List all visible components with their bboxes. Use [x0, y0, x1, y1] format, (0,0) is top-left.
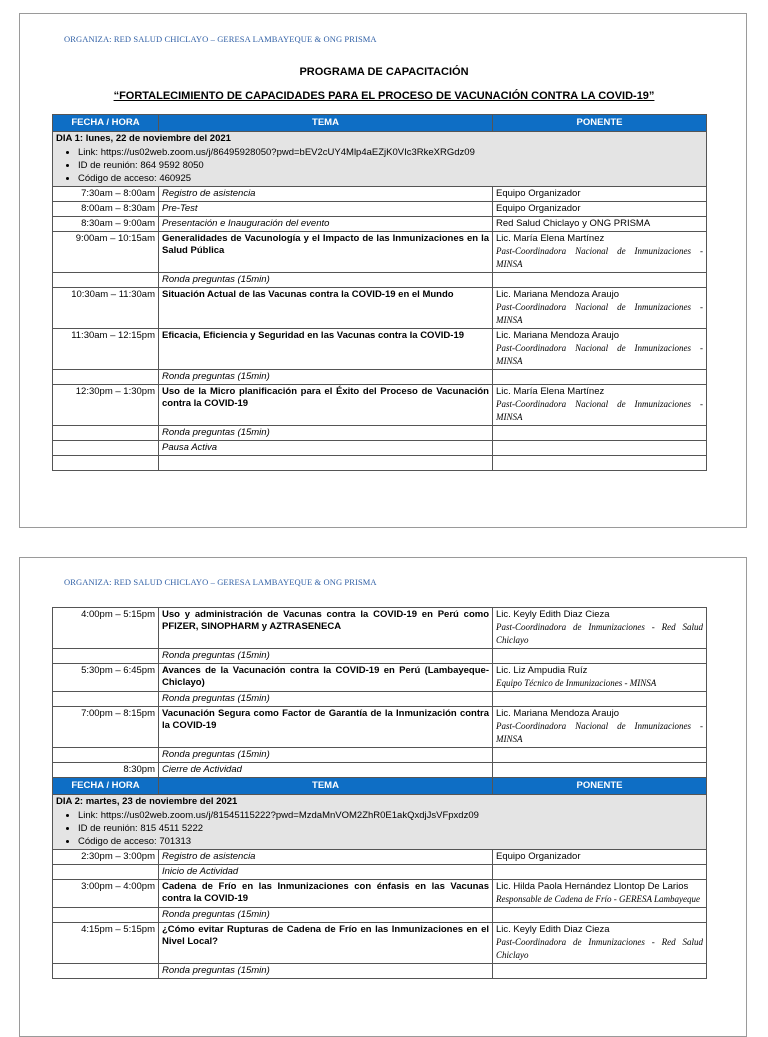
schedule-topic: Cierre de Actividad — [159, 763, 493, 778]
schedule-speaker-cell — [493, 273, 707, 288]
speaker-name: Red Salud Chiclayo y ONG PRISMA — [496, 218, 651, 229]
schedule-row — [53, 865, 707, 880]
schedule-topic: Inicio de Actividad — [159, 865, 493, 880]
schedule-speaker-cell — [493, 707, 707, 748]
schedule-speaker-cell — [493, 964, 707, 979]
schedule-topic: Registro de asistencia — [159, 187, 493, 202]
speaker-role: Past-Coordinadora Nacional de Inmunizaciones - MINSA — [496, 343, 703, 366]
schedule-time: 4:15pm – 5:15pm — [53, 923, 159, 964]
organizer-line: ORGANIZA: RED SALUD CHICLAYO – GERESA LAMBAYEQUE & ONG PRISMA — [64, 34, 377, 44]
column-header-tema: TEMA — [159, 115, 493, 132]
schedule-row — [53, 426, 707, 441]
schedule-time — [53, 426, 159, 441]
speaker-role: Past-Coordinadora Nacional de Inmunizaciones - MINSA — [496, 721, 703, 744]
schedule-time: 11:30am – 12:15pm — [53, 329, 159, 370]
schedule-time — [53, 692, 159, 707]
document-page-1 — [19, 13, 747, 528]
schedule-time — [53, 456, 159, 471]
schedule-topic: Eficacia, Eficiencia y Seguridad en las Vacunas contra la COVID-19 — [159, 329, 493, 370]
column-header-ponente: PONENTE — [493, 778, 707, 795]
schedule-row — [53, 456, 707, 471]
speaker-name: Equipo Organizador — [496, 188, 581, 199]
schedule-topic: Ronda preguntas (15min) — [159, 748, 493, 763]
schedule-speaker-cell — [493, 202, 707, 217]
day1-access-code: • Código de acceso: 460925 — [78, 172, 703, 185]
schedule-row — [53, 385, 707, 426]
schedule-time: 9:00am – 10:15am — [53, 232, 159, 273]
schedule-time: 2:30pm – 3:00pm — [53, 850, 159, 865]
schedule-speaker-cell — [493, 748, 707, 763]
schedule-time — [53, 273, 159, 288]
speaker-name: Lic. Hilda Paola Hernández Llontop De Larios — [496, 881, 689, 892]
speaker-role: Past-Coordinadora de Inmunizaciones - Red Salud Chiclayo — [496, 622, 703, 645]
schedule-time — [53, 865, 159, 880]
speaker-role: Equipo Técnico de Inmunizaciones - MINSA — [496, 678, 657, 688]
schedule-row — [53, 707, 707, 748]
schedule-row — [53, 217, 707, 232]
schedule-topic: Uso y administración de Vacunas contra la COVID-19 en Perú como PFIZER, SINOPHARM y AZTRASENECA — [159, 608, 493, 649]
schedule-time — [53, 441, 159, 456]
schedule-speaker-cell — [493, 426, 707, 441]
schedule-time: 4:00pm – 5:15pm — [53, 608, 159, 649]
schedule-speaker-cell — [493, 880, 707, 908]
day2-meeting-id: • ID de reunión: 815 4511 5222 — [78, 822, 703, 835]
day2-zoom-link[interactable]: • Link: https://us02web.zoom.us/j/81545115222?pwd=MzdaMnVOM2ZhR0E1akQxdjJsVFpxdz09 — [78, 809, 703, 822]
day1-meeting-id: • ID de reunión: 864 9592 8050 — [78, 159, 703, 172]
schedule-speaker-cell — [493, 329, 707, 370]
schedule-speaker-cell — [493, 649, 707, 664]
schedule-topic: Ronda preguntas (15min) — [159, 649, 493, 664]
column-header-tema: TEMA — [159, 778, 493, 795]
schedule-row — [53, 232, 707, 273]
speaker-name: Lic. María Elena Martínez — [496, 386, 605, 397]
schedule-topic: Cadena de Frío en las Inmunizaciones con énfasis en las Vacunas contra la COVID-19 — [159, 880, 493, 908]
schedule-topic: Situación Actual de las Vacunas contra la COVID-19 en el Mundo — [159, 288, 493, 329]
day1-title: DIA 1: lunes, 22 de noviembre del 2021 — [56, 133, 231, 144]
speaker-role: Responsable de Cadena de Frío - GERESA Lambayeque — [496, 894, 701, 904]
schedule-row — [53, 748, 707, 763]
schedule-row — [53, 923, 707, 964]
schedule-topic: Registro de asistencia — [159, 850, 493, 865]
schedule-topic: Generalidades de Vacunología y el Impacto de las Inmunizaciones en la Salud Pública — [159, 232, 493, 273]
speaker-role: Past-Coordinadora Nacional de Inmunizaciones - MINSA — [496, 399, 703, 422]
schedule-speaker-cell — [493, 232, 707, 273]
schedule-row — [53, 187, 707, 202]
speaker-name: Lic. Mariana Mendoza Araujo — [496, 708, 620, 719]
schedule-speaker-cell — [493, 865, 707, 880]
speaker-name: Lic. Mariana Mendoza Araujo — [496, 289, 620, 300]
schedule-time: 8:00am – 8:30am — [53, 202, 159, 217]
schedule-row — [53, 370, 707, 385]
schedule-row — [53, 273, 707, 288]
schedule-topic: Avances de la Vacunación contra la COVID-19 en Perú (Lambayeque-Chiclayo) — [159, 664, 493, 692]
organizer-line: ORGANIZA: RED SALUD CHICLAYO – GERESA LAMBAYEQUE & ONG PRISMA — [64, 577, 377, 587]
day2-info-row — [53, 795, 707, 850]
schedule-time: 8:30am – 9:00am — [53, 217, 159, 232]
schedule-speaker-cell — [493, 850, 707, 865]
schedule-time: 5:30pm – 6:45pm — [53, 664, 159, 692]
speaker-role: Past-Coordinadora Nacional de Inmunizaciones - MINSA — [496, 302, 703, 325]
speaker-name: Lic. Liz Ampudia Ruíz — [496, 665, 588, 676]
schedule-topic: Vacunación Segura como Factor de Garantía de la Inmunización contra la COVID-19 — [159, 707, 493, 748]
schedule-row — [53, 202, 707, 217]
schedule-row — [53, 608, 707, 649]
schedule-row — [53, 763, 707, 778]
speaker-name: Lic. María Elena Martínez — [496, 233, 605, 244]
schedule-topic: Ronda preguntas (15min) — [159, 370, 493, 385]
schedule-speaker-cell — [493, 370, 707, 385]
schedule-topic: Ronda preguntas (15min) — [159, 692, 493, 707]
schedule-speaker-cell — [493, 664, 707, 692]
schedule-speaker-cell — [493, 385, 707, 426]
schedule-time: 3:00pm – 4:00pm — [53, 880, 159, 908]
schedule-time: 8:30pm — [53, 763, 159, 778]
speaker-role: Past-Coordinadora Nacional de Inmunizaciones - MINSA — [496, 246, 703, 269]
schedule-row — [53, 850, 707, 865]
speaker-name: Lic. Keyly Edith Diaz Cieza — [496, 609, 610, 620]
table-header-row — [53, 115, 707, 132]
schedule-speaker-cell — [493, 908, 707, 923]
column-header-fecha: FECHA / HORA — [53, 778, 159, 795]
speaker-name: Lic. Keyly Edith Diaz Cieza — [496, 924, 610, 935]
schedule-time — [53, 748, 159, 763]
schedule-topic: ¿Cómo evitar Rupturas de Cadena de Frío en las Inmunizaciones en el Nivel Local? — [159, 923, 493, 964]
schedule-row — [53, 329, 707, 370]
schedule-speaker-cell — [493, 923, 707, 964]
schedule-speaker-cell — [493, 441, 707, 456]
day1-details — [56, 146, 703, 185]
schedule-topic: Pre-Test — [159, 202, 493, 217]
schedule-row — [53, 649, 707, 664]
day1-info-row — [53, 132, 707, 187]
schedule-topic: Pausa Activa — [159, 441, 493, 456]
schedule-speaker-cell — [493, 692, 707, 707]
program-title: PROGRAMA DE CAPACITACIÓN — [299, 66, 469, 78]
schedule-speaker-cell — [493, 763, 707, 778]
schedule-row — [53, 692, 707, 707]
schedule-row — [53, 664, 707, 692]
schedule-row — [53, 908, 707, 923]
speaker-name: Lic. Mariana Mendoza Araujo — [496, 330, 620, 341]
day2-access-code: • Código de acceso: 701313 — [78, 835, 703, 848]
day2-title: DIA 2: martes, 23 de noviembre del 2021 — [56, 796, 238, 807]
schedule-time: 12:30pm – 1:30pm — [53, 385, 159, 426]
schedule-table-day2 — [52, 607, 707, 979]
schedule-speaker-cell — [493, 217, 707, 232]
schedule-time: 10:30am – 11:30am — [53, 288, 159, 329]
schedule-row — [53, 288, 707, 329]
schedule-row — [53, 964, 707, 979]
table-header-row — [53, 778, 707, 795]
schedule-time: 7:00pm – 8:15pm — [53, 707, 159, 748]
schedule-time — [53, 908, 159, 923]
schedule-speaker-cell — [493, 456, 707, 471]
schedule-table-day1 — [52, 114, 707, 471]
day2-details — [56, 809, 703, 848]
schedule-time — [53, 649, 159, 664]
schedule-topic: Ronda preguntas (15min) — [159, 273, 493, 288]
schedule-row — [53, 880, 707, 908]
schedule-topic: Presentación e Inauguración del evento — [159, 217, 493, 232]
schedule-speaker-cell — [493, 288, 707, 329]
schedule-topic: Ronda preguntas (15min) — [159, 426, 493, 441]
schedule-time — [53, 964, 159, 979]
schedule-topic: Ronda preguntas (15min) — [159, 908, 493, 923]
schedule-topic: Uso de la Micro planificación para el Éxito del Proceso de Vacunación contra la COVID-19 — [159, 385, 493, 426]
column-header-fecha: FECHA / HORA — [53, 115, 159, 132]
speaker-name: Equipo Organizador — [496, 851, 581, 862]
schedule-time — [53, 370, 159, 385]
speaker-name: Equipo Organizador — [496, 203, 581, 214]
program-subtitle: “FORTALECIMIENTO DE CAPACIDADES PARA EL PROCESO DE VACUNACIÓN CONTRA LA COVID-19” — [113, 90, 655, 102]
schedule-time: 7:30am – 8:00am — [53, 187, 159, 202]
document-page-2 — [19, 557, 747, 1037]
schedule-speaker-cell — [493, 608, 707, 649]
schedule-speaker-cell — [493, 187, 707, 202]
speaker-role: Past-Coordinadora de Inmunizaciones - Red Salud Chiclayo — [496, 937, 703, 960]
day1-zoom-link[interactable]: • Link: https://us02web.zoom.us/j/86495928050?pwd=bEV2cUY4Mlp4aEZjK0VIc3RkeXRGdz09 — [78, 146, 703, 159]
schedule-topic: Ronda preguntas (15min) — [159, 964, 493, 979]
schedule-topic — [159, 456, 493, 471]
schedule-row — [53, 441, 707, 456]
column-header-ponente: PONENTE — [493, 115, 707, 132]
